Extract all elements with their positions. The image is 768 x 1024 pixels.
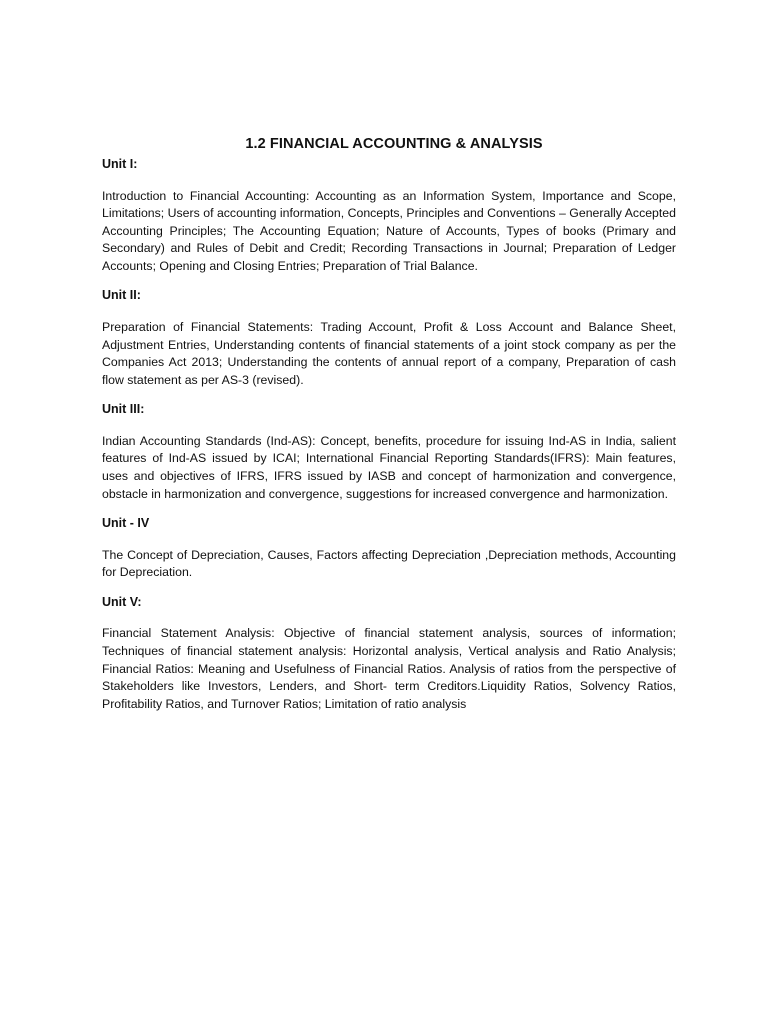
unit-1-heading: Unit I:	[102, 157, 138, 171]
unit-2-heading: Unit II:	[102, 288, 141, 303]
document-content	[102, 156, 676, 713]
document-title: 1.2 FINANCIAL ACCOUNTING & ANALYSIS	[245, 136, 543, 152]
unit-5-heading: Unit V:	[102, 594, 142, 609]
unit-2-body: Preparation of Financial Statements: Trading Account, Profit & Loss Account and Balance Sheet, Adjustment Entries, Understanding contents of financial statements of a joint stock company as per the Companies Act 2013; Understanding the contents of annual report of a company, Preparation of cash flow statement as per AS-3 (revised).	[102, 319, 676, 387]
unit-4-heading: Unit - IV	[102, 516, 150, 531]
unit-3-section	[102, 401, 676, 503]
unit-2-section	[102, 287, 676, 389]
unit-1-section	[102, 156, 676, 275]
unit-1-body: Introduction to Financial Accounting: Accounting as an Information System, Importance and Scope, Limitations; Users of accounting information, Concepts, Principles and Conventions – Generally Accepted Accounting Principles; The Accounting Equation; Nature of Accounts, Types of books (Primary and Secondary) and Rules of Debit and Credit; Recording Transactions in Journal; Preparation of Ledger Accounts; Opening and Closing Entries; Preparation of Trial Balance.	[102, 188, 676, 273]
unit-4-section	[102, 515, 676, 582]
unit-3-heading: Unit III:	[102, 402, 145, 417]
unit-3-body: Indian Accounting Standards (Ind-AS): Concept, benefits, procedure for issuing Ind-AS in India, salient features of Ind-AS issued by ICAI; International Financial Reporting Standards(IFRS): Main features, uses and objectives of IFRS, IFRS issued by IASB and concept of harmonization and convergence, obstacle in harmonization and convergence, suggestions for increased convergence and harmonization.	[102, 433, 676, 501]
unit-4-body: The Concept of Depreciation, Causes, Factors affecting Depreciation ,Depreciation methods, Accounting for Depreciation.	[102, 547, 676, 580]
unit-5-body: Financial Statement Analysis: Objective of financial statement analysis, sources of information; Techniques of financial statement analysis: Horizontal analysis, Vertical analysis and Ratio Analysis; Financial Ratios: Meaning and Usefulness of Financial Ratios. Analysis of ratios from the perspective of Stakeholders like Investors, Lenders, and Short- term Creditors.Liquidity Ratios, Solvency Ratios, Profitability Ratios, and Turnover Ratios; Limitation of ratio analysis	[102, 626, 676, 711]
unit-5-section	[102, 594, 676, 713]
